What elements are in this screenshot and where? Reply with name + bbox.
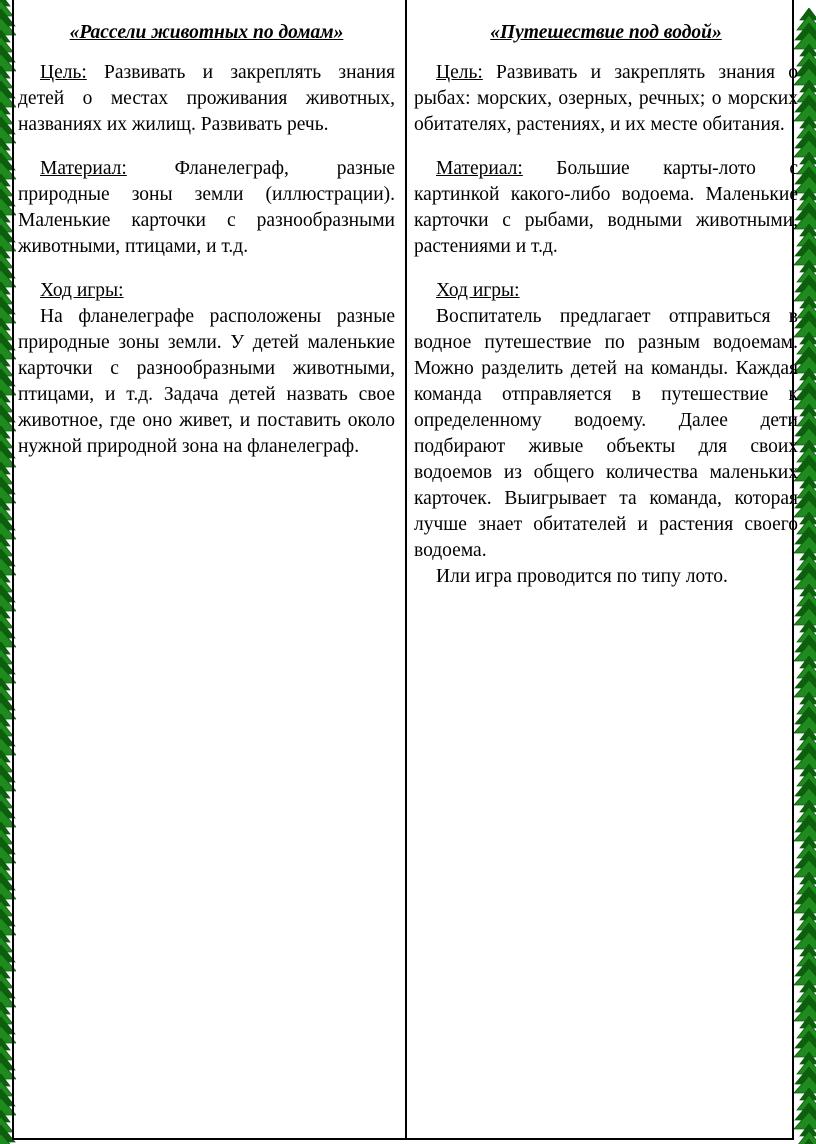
- column-divider: [405, 0, 407, 1140]
- left-game-title: «Рассели животных по домам»: [69, 22, 344, 43]
- left-goal-label: Цель:: [40, 62, 87, 83]
- left-material: [18, 156, 395, 260]
- right-goal-label: Цель:: [436, 62, 483, 83]
- left-material-text: Фланелеграф, разные природные зоны земли (иллюстрации). Маленькие карточки с разнообразными животными, птицами, и т.д.: [18, 158, 395, 257]
- fir-tree-icon: [794, 1124, 816, 1144]
- left-process-label: Ход игры:: [40, 280, 124, 301]
- right-material-label: Материал:: [436, 158, 523, 179]
- right-goal: [414, 60, 798, 138]
- left-process-text: На фланелеграфе расположены разные природные зоны земли. У детей маленькие карточки с разнообразными животными, птицами, и т.д. Задача детей назвать свое животное, где оно живет, и поставить около нужной природной зона на фланелеграф.: [18, 306, 395, 457]
- right-material-text: Большие карты-лото с картинкой какого-либо водоема. Маленькие карточки с рыбами, водными животными, растениями и т.д.: [414, 158, 798, 257]
- left-column: [18, 20, 395, 460]
- left-goal-text: Развивать и закреплять знания детей о местах проживания животных, названиях их жилищ. Развивать речь.: [18, 62, 395, 135]
- right-process-label: Ход игры:: [436, 280, 520, 301]
- right-extra-text: Или игра проводится по типу лото.: [436, 566, 728, 587]
- right-material: [414, 156, 798, 260]
- left-process-heading: [18, 278, 395, 304]
- right-game-title: «Путешествие под водой»: [490, 22, 722, 43]
- right-process-heading: [414, 278, 798, 304]
- right-process-text: Воспитатель предлагает отправиться в водное путешествие по разным водоемам. Можно разделить детей на команды. Каждая команда отправляется в путешествие к определенному водоему. Далее дети подбирают живые объекты для своих водоемов из общего количества маленьких карточек. Выигрывает та команда, которая лучше знает обитателей и растения своего водоема.: [414, 306, 798, 561]
- left-material-label: Материал:: [40, 158, 127, 179]
- right-goal-text: Развивать и закреплять знания о рыбах: морских, озерных, речных; о морских обитателях, растениях, и их месте обитания.: [414, 62, 798, 135]
- right-column: [414, 20, 798, 590]
- left-goal: [18, 60, 395, 138]
